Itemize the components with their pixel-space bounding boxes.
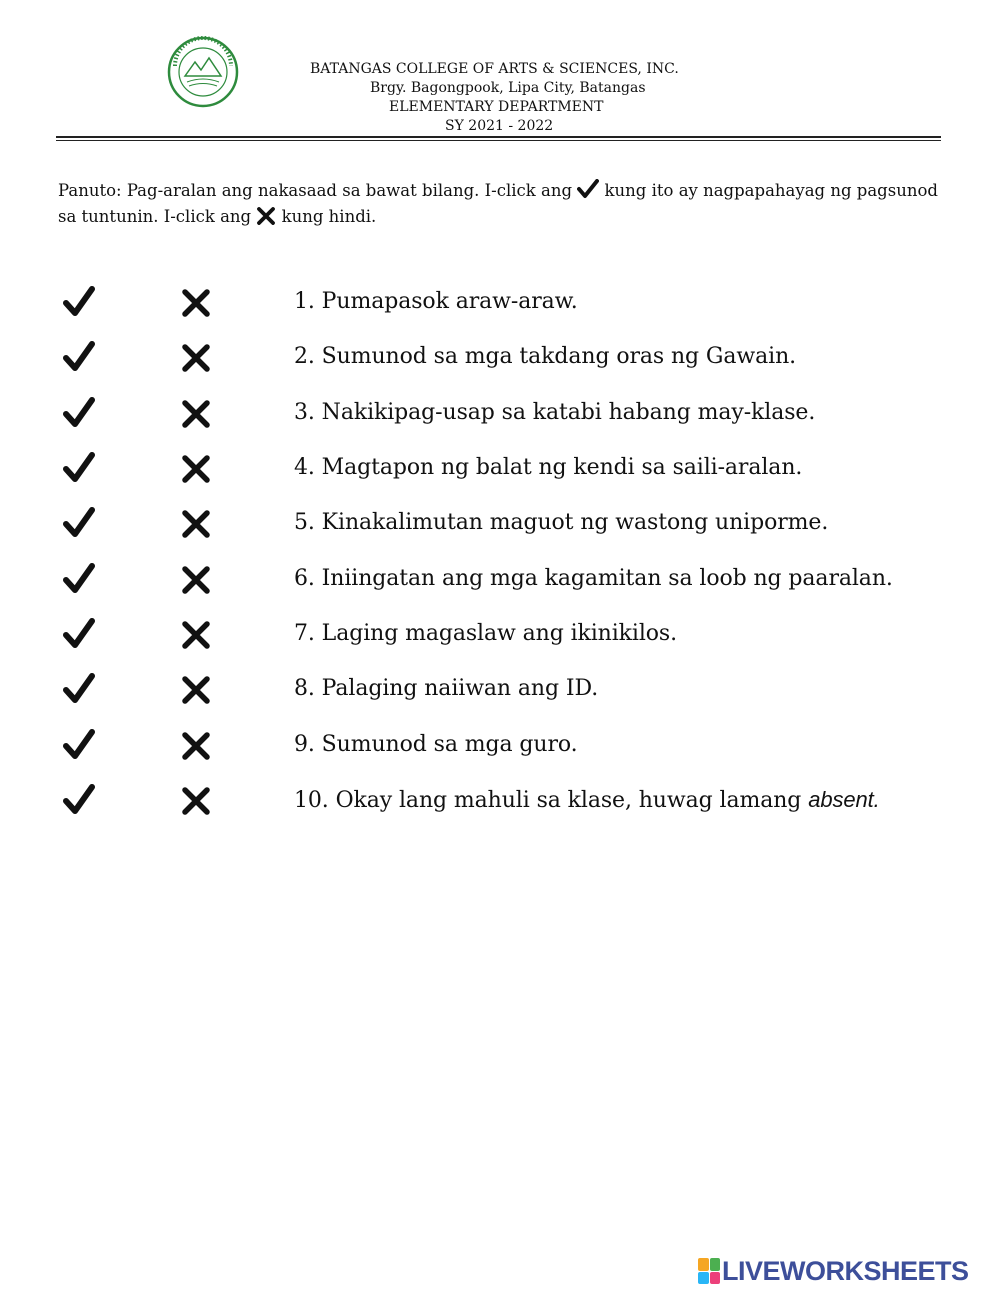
logo-tile — [710, 1258, 721, 1271]
question-text: 8. Palaging naiiwan ang ID. — [294, 676, 599, 701]
school-name: BATANGAS COLLEGE OF ARTS & SCIENCES, INC. — [310, 61, 679, 77]
question-text: 9. Sumunod sa mga guro. — [294, 732, 578, 757]
header-divider-thin — [56, 140, 941, 141]
question-text: 2. Sumunod sa mga takdang oras ng Gawain. — [294, 344, 797, 369]
check-answer-button[interactable] — [62, 617, 96, 651]
check-answer-button[interactable] — [62, 396, 96, 430]
question-row — [0, 394, 1000, 434]
department-name: ELEMENTARY DEPARTMENT — [389, 99, 604, 115]
logo-tile — [698, 1272, 709, 1285]
check-answer-button[interactable] — [62, 672, 96, 706]
question-text: 4. Magtapon ng balat ng kendi sa saili-aralan. — [294, 455, 803, 480]
check-answer-button[interactable] — [62, 562, 96, 596]
check-answer-button[interactable] — [62, 783, 96, 817]
question-row — [0, 726, 1000, 766]
question-row — [0, 283, 1000, 323]
question-text: 5. Kinakalimutan maguot ng wastong uniporme. — [294, 510, 829, 535]
cross-answer-button[interactable] — [180, 508, 212, 540]
question-row — [0, 560, 1000, 600]
cross-answer-button[interactable] — [180, 674, 212, 706]
school-year: SY 2021 - 2022 — [445, 118, 554, 134]
check-answer-button[interactable] — [62, 340, 96, 374]
question-text: 3. Nakikipag-usap sa katabi habang may-klase. — [294, 400, 816, 425]
cross-answer-button[interactable] — [180, 287, 212, 319]
question-row — [0, 670, 1000, 710]
check-answer-button[interactable] — [62, 506, 96, 540]
liveworksheets-logo — [698, 1256, 969, 1286]
cross-answer-button[interactable] — [180, 453, 212, 485]
school-seal-logo — [167, 36, 239, 108]
question-text: 1. Pumapasok araw-araw. — [294, 289, 578, 314]
check-answer-button[interactable] — [62, 451, 96, 485]
brand-name: LIVEWORKSHEETS — [722, 1255, 969, 1286]
question-text-main: 10. Okay lang mahuli sa klase, huwag lamang — [294, 788, 809, 813]
question-text — [294, 787, 880, 813]
check-answer-button[interactable] — [62, 728, 96, 762]
instructions-text-2: kung ito ay nagpapahayag ng pagsunod sa tuntunin. I-click ang — [58, 181, 938, 226]
question-text: 7. Laging magaslaw ang ikinikilos. — [294, 621, 678, 646]
checkmark-icon — [577, 179, 599, 199]
question-row — [0, 504, 1000, 544]
question-row — [0, 615, 1000, 655]
instructions — [58, 178, 938, 230]
question-text: 6. Iniingatan ang mga kagamitan sa loob ng paaralan. — [294, 566, 893, 591]
instructions-text-1: Panuto: Pag-aralan ang nakasaad sa bawat bilang. I-click ang — [58, 181, 573, 200]
school-address: Brgy. Bagongpook, Lipa City, Batangas — [370, 80, 646, 96]
cross-icon — [256, 207, 276, 225]
cross-answer-button[interactable] — [180, 619, 212, 651]
cross-answer-button[interactable] — [180, 342, 212, 374]
cross-answer-button[interactable] — [180, 564, 212, 596]
cross-answer-button[interactable] — [180, 730, 212, 762]
question-row — [0, 781, 1000, 821]
question-row — [0, 449, 1000, 489]
question-row — [0, 338, 1000, 378]
header-divider — [56, 136, 941, 138]
logo-tile — [698, 1258, 709, 1271]
logo-tile — [710, 1272, 721, 1285]
instructions-text-3: kung hindi. — [281, 207, 377, 226]
cross-answer-button[interactable] — [180, 398, 212, 430]
question-text-italic: absent. — [808, 787, 880, 812]
check-answer-button[interactable] — [62, 285, 96, 319]
liveworksheets-logo-icon — [698, 1258, 720, 1284]
cross-answer-button[interactable] — [180, 785, 212, 817]
